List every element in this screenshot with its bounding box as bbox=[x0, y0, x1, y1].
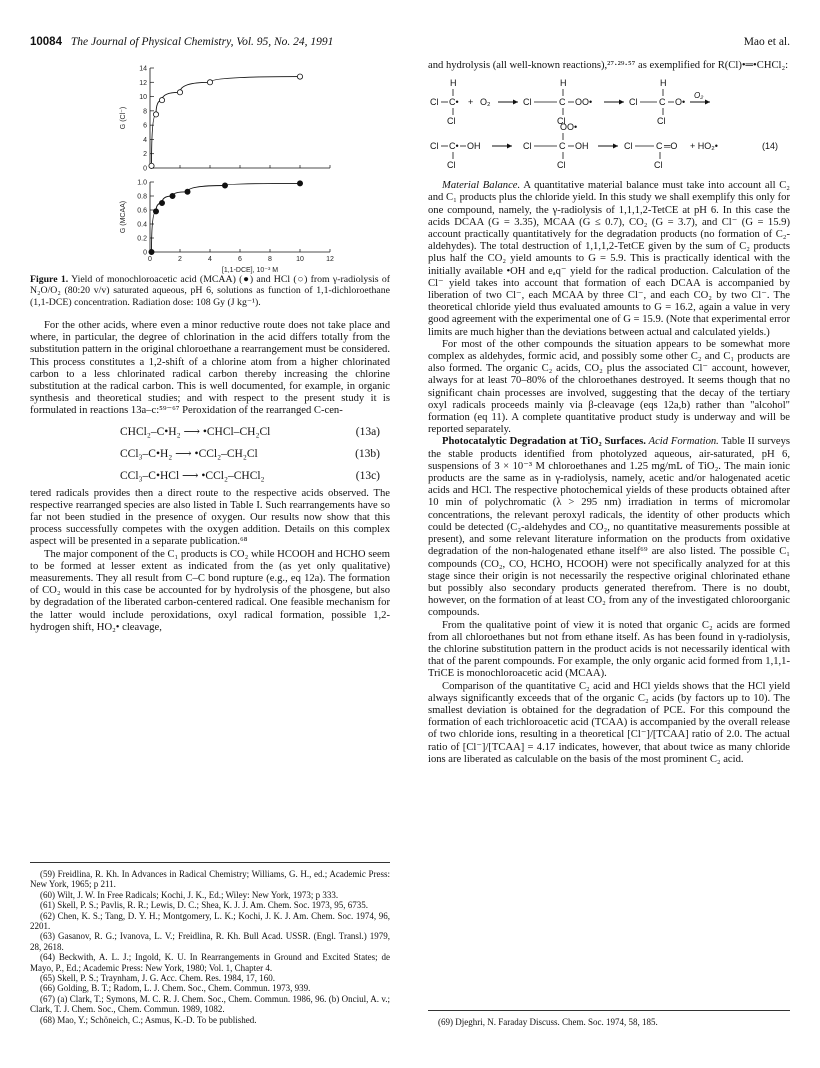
panel-cl-data-point bbox=[153, 112, 158, 117]
page-number: 10084 bbox=[30, 36, 62, 48]
photocatalytic-text: Table II surveys the stable products identified from photolyzed aqueous, air-saturated, pH 6, suspensions of 3 × 10⁻³ M chloroethanes and 1.25 mg/mL of TiO₂. The main ionic products are the same as in γ-radiolysis, namely, acetic and/or halogenated acetic acids and HCl. The respective photochemical yields of these products obtained after 10 min of polychromatic (λ > 295 nm) irradiation in terms of micromolar concentrations, the relevant peroxyl radicals, the identity of other products which could be detected (C₂-aldehydes and CO₂, no quantitative measurements possible at present), and some relevant literature information on the products from oxidative degradation of the non-halogenated ethane itself⁶⁹ are also listed. The possible C₁ compounds (CO₂, CO, HCHO, HCOOH) were not specifically analyzed for at this stage since their origin is not necessarily the respective original chlorinated ethane but possibly also secondary products generated therefrom. There is no doubt, however, on the formation of at least CO₂ from any of the investigated chloroorganic compounds. bbox=[428, 436, 790, 619]
panel-cl-y-tick-label: 0 bbox=[143, 165, 147, 173]
panel-cl-data-point bbox=[297, 74, 302, 79]
equation-13a-expr: CHCl₂–C•H₂ ⟶ •CHCl–CH₂Cl bbox=[120, 425, 271, 438]
scheme-cl-2: Cl bbox=[447, 116, 456, 127]
reference-item: (66) Golding, B. T.; Radom, L. J. Chem. Soc., Chem. Commun. 1973, 939. bbox=[40, 983, 311, 994]
scheme-o2: O₂ bbox=[480, 97, 491, 108]
scheme-carbonyl: ═O bbox=[664, 141, 678, 152]
panel-mcaa-y-tick-label: 0.6 bbox=[137, 207, 147, 215]
panel-mcaa-y-tick-label: 0.4 bbox=[137, 221, 147, 229]
equation-13b-expr: CCl₃–C•H₂ ⟶ •CCl₂–CH₂Cl bbox=[120, 447, 258, 460]
scheme-plus: + bbox=[468, 97, 474, 108]
reference-item: (60) Wilt, J. W. In Free Radicals; Kochi, J. K., Ed.; Wiley: New York, 1973; p 333. bbox=[40, 889, 339, 900]
panel-mcaa-data-point bbox=[185, 189, 190, 194]
scheme-cl-11: Cl bbox=[624, 141, 633, 152]
panel-cl-y-tick-label: 12 bbox=[139, 79, 147, 87]
panel-cl-y-tick-label: 2 bbox=[143, 151, 147, 159]
scheme-h-1: H bbox=[450, 78, 457, 89]
references-left bbox=[30, 862, 390, 1025]
scheme-h-2: H bbox=[560, 78, 567, 89]
equation-13a-number: (13a) bbox=[355, 425, 380, 438]
panel-cl-curve bbox=[152, 77, 301, 166]
acid-formation-subheading: Acid Formation. bbox=[645, 436, 719, 448]
reference-item: (62) Chen, K. S.; Tang, D. Y. H.; Montgomery, L. K.; Kochi, J. K. J. Am. Chem. Soc. 1974, 96, 2201. bbox=[30, 910, 390, 932]
scheme-cl-3: Cl bbox=[523, 97, 532, 108]
panel-mcaa-y-tick-label: 0.8 bbox=[137, 193, 147, 201]
panel-mcaa-y-tick-label: 0 bbox=[143, 249, 147, 257]
panel-cl-y-tick-label: 14 bbox=[139, 65, 147, 73]
reference-item: (65) Skell, P. S.; Traynham, J. G. Acc. Chem. Res. 1984, 17, 160. bbox=[40, 973, 276, 984]
scheme-ho2: + HO₂• bbox=[690, 141, 718, 152]
scheme-cl-4: Cl bbox=[557, 116, 566, 127]
left-column bbox=[30, 60, 390, 634]
panel-mcaa-data-point bbox=[153, 209, 158, 214]
equation-14-number: (14) bbox=[762, 141, 779, 152]
scheme-c-4: C• bbox=[449, 141, 459, 152]
scheme-c-6: C bbox=[656, 141, 663, 152]
scheme-c-3: C bbox=[659, 97, 666, 108]
scheme-c-1: C• bbox=[449, 97, 459, 108]
material-balance-paragraph bbox=[428, 180, 790, 339]
scheme-cl-10: Cl bbox=[557, 160, 566, 171]
scheme-oo-1: OO• bbox=[575, 97, 593, 108]
equation-13a bbox=[30, 422, 390, 444]
scheme-oh-1: OH bbox=[467, 141, 481, 152]
right-paragraph-4: From the qualitative point of view it is noted that organic C₂ acids are formed from all chloroethanes but not from ethane itself. As has been found in γ-radiolysis, the chlorine substitution pattern in the product acids is not necessarily identical with that of the parent compounds. For example, the only organic acid formed from 1,1,1-TriCE is monochloroacetic acid (MCAA). bbox=[428, 619, 790, 680]
right-column bbox=[428, 60, 790, 766]
scheme-o-radical: O• bbox=[675, 97, 686, 108]
scheme-cl-1: Cl bbox=[430, 97, 439, 108]
reference-item: (67) (a) Clark, T.; Symons, M. C. R. J. Chem. Soc., Chem. Commun. 1986, 96. (b) Onciul, A. v.; Clark, T. J. Chem. Soc., Chem. Commun. 1989, 1082. bbox=[30, 993, 390, 1015]
panel-cl-y-label: G (Cl⁻) bbox=[120, 106, 127, 130]
scheme-oo-2: OO• bbox=[560, 122, 578, 133]
panel-cl-data-point bbox=[149, 163, 154, 168]
references-right bbox=[428, 1010, 790, 1027]
panel-cl-y-tick-label: 4 bbox=[143, 136, 147, 144]
left-paragraph-3: The major component of the C₁ products is CO₂ while HCOOH and HCHO seem to be formed at lesser extent as indicated from the (as yet only qualitative) measurements. They all result from C–C bond rupture (e.g., eq 12a). The formation of CO₂ would in this case be accounted for by hydrolysis of the phosgene, but also by degradation of the liberated carbon-centered radical. One feasible mechanism for the latter would include peroxidations, oxyl radical formation, possible 1,2-hydrogen shift, HO₂• cleavage, bbox=[30, 548, 390, 633]
right-intro: and hydrolysis (all well-known reactions),²⁷·²⁹·⁵⁷ as exemplified for R(Cl)•═•CHCl₂: bbox=[428, 60, 789, 71]
scheme-cl-8: Cl bbox=[447, 160, 456, 171]
equation-13c-expr: CCl₃–C•HCl ⟶ •CCl₂–CHCl₂ bbox=[120, 469, 265, 482]
panel-cl-y-tick-label: 8 bbox=[143, 108, 147, 116]
right-paragraph-5: Comparison of the quantitative C₂ acid and HCl yields shows that the HCl yield always significantly exceeds that of the organic C₂ acids (by factors up to 10). The smallest deviation is obtained for the degradation of PCE. For this compound the formation of each trichloroacetic acid (TCAA) is accompanied by the overall release of two chloride ions, resulting in a theoretical [Cl⁻]/[TCAA] ratio of 2.0. The actual ratio of [Cl⁻]/[TCAA] = 4.17 indicates, however, that about twice as many chloride ions are liberated as calculable on the basis of the most prominent C₂ acid. bbox=[428, 680, 790, 765]
panel-mcaa-y-tick-label: 1.0 bbox=[137, 179, 147, 187]
journal-title: The Journal of Physical Chemistry, Vol. 95, No. 24, 1991 bbox=[70, 36, 334, 48]
panel-cl-data-point bbox=[159, 98, 164, 103]
left-paragraph-1: For the other acids, where even a minor reductive route does not take place and where, in particular, the degree of chlorination in the acid differs totally from the substitution pattern in the original chloroethane a rearrangement must be considered. This process constitutes a 1,2-shift of a chlorine atom from a higher chlorinated carbon to a less chlorinated radical carbon thereby increasing the chlorine substitution at the radical carbon. This is well documented, for example, in organic synthesis and theoretical studies; and with respect to the present study it is formulated in reactions 13a–c:⁵⁹⁻⁶⁷ Peroxidation of the rearranged C-cen- bbox=[30, 319, 390, 417]
figure-label: Figure 1. bbox=[30, 274, 69, 285]
material-balance-text: A quantitative material balance must take into account all C₂ and C₁ products plus the chloride yield. In this study we shall exemplify this only for one compound, namely, the γ-radiolysis of 1,1,1,2-TetCE at pH 6. In this case the acids DCAA (G = 3.35), MCAA (G ≤ 0.7), CO₂ (G = 3.7), and Cl⁻ (G = 15.9) account practically quantitatively for the degradation products (no formation of C₂-aldehydes). The total destruction of 1,1,1,2-TetCE given by the sum of C₂ products plus half the CO₂ yield amounts to G = 5.9. This is practically identical with the initially available •OH and eₐq⁻ yield for the radical production. Calculation of the Cl⁻ yield takes into account that formation of each DCAA is accompanied by liberation of two Cl⁻, each MCAA by three Cl⁻, and each CO₂ by two Cl⁻. The theoretical chloride yield thus evaluated amounts to G = 16.2, again a value in very good agreement with the experimental one of G = 15.9. (Note that experimental error limits are much higher than the deviations between actual and calculated yields.) bbox=[428, 180, 790, 338]
panel-mcaa-data-point bbox=[297, 181, 302, 186]
panel-cl-y-tick-label: 6 bbox=[143, 122, 147, 130]
running-authors: Mao et al. bbox=[743, 36, 790, 48]
scheme-cl-9: Cl bbox=[523, 141, 532, 152]
right-paragraph-2: For most of the other compounds the situation appears to be somewhat more complex as aldehydes, formic acid, and possibly some other C₂ and C₁ products are also formed. The organic C₂ acids, CO₂ plus the associated Cl⁻ account, however, always for at least 70–80% of the chloroethanes destroyed. It seems though that no significant chain processes are involved, suggesting that the decay of the tertiary oxyl radicals proceeds mainly via β-cleavage (eqs 12a,b) rather than "alcohol" formation (eq 11). A complete quantitative product study is underway and will be reported separately. bbox=[428, 338, 790, 436]
left-paragraph-2: tered radicals provides then a direct route to the respective acids observed. The respective rearranged species are also listed in Table I. Such rearrangements have so far not been studied in the presence of oxygen. Our results now show that this process successfully competes with the oxygen addition. Details on this complex aspect will be presented in a separate publication.⁶⁸ bbox=[30, 487, 390, 548]
panel-cl-data-point bbox=[177, 90, 182, 95]
reference-item: (64) Beckwith, A. L. J.; Ingold, K. U. In Rearrangements in Ground and Excited States; de Mayo, P., Ed.; Academic Press: New York, 1980; Vol. 1, Chapter 4. bbox=[30, 952, 390, 973]
panel-mcaa-x-tick-label: 10 bbox=[296, 256, 304, 263]
scheme-cl-12: Cl bbox=[654, 160, 663, 171]
scheme-cl-6: Cl bbox=[657, 116, 666, 127]
reference-item: (63) Gasanov, R. G.; Ivanova, L. V.; Freidlina, R. Kh. Bull Acad. USSR. (Engl. Transl.) 1979, 28, 2618. bbox=[30, 931, 390, 952]
scheme-o2-over-arrow: O₂ bbox=[694, 91, 704, 101]
figure-1-plots bbox=[30, 60, 390, 274]
figure-caption-text: Yield of monochloroacetic acid (MCAA) (●) and HCl (○) from γ-radiolysis of N₂O/O₂ (80:20 v/v) saturated aqueous, pH 6, solutions as function of 1,1-dichloroethane (1,1-DCE) concentration. Radiation dose: 108 Gy (J kg⁻¹). bbox=[30, 274, 391, 308]
panel-mcaa-x-tick-label: 0 bbox=[148, 256, 152, 263]
equation-13c-number: (13c) bbox=[355, 469, 380, 482]
photocatalytic-paragraph bbox=[428, 436, 790, 619]
equation-13b bbox=[30, 444, 390, 466]
panel-mcaa-data-point bbox=[159, 200, 164, 205]
running-header bbox=[30, 36, 790, 52]
panel-cl-data-point bbox=[207, 80, 212, 85]
panel-mcaa-x-label: [1,1-DCE], 10⁻³ M bbox=[221, 267, 279, 274]
panel-mcaa-data-point bbox=[149, 249, 154, 254]
scheme-c-5: C bbox=[559, 141, 566, 152]
panel-mcaa-data-point bbox=[222, 183, 227, 188]
material-balance-heading: Material Balance. bbox=[442, 180, 521, 192]
scheme-cl-5: Cl bbox=[629, 97, 638, 108]
figure-caption bbox=[30, 274, 390, 308]
panel-cl-y-tick-label: 10 bbox=[139, 94, 147, 102]
panel-mcaa-x-tick-label: 6 bbox=[238, 256, 242, 263]
panel-mcaa-data-point bbox=[170, 193, 175, 198]
panel-mcaa-y-label: G (MCAA) bbox=[120, 200, 127, 234]
panel-mcaa-x-tick-label: 2 bbox=[178, 256, 182, 263]
reference-69: (69) Djeghri, N. Faraday Discuss. Chem. Soc. 1974, 58, 185. bbox=[438, 1017, 658, 1027]
photocatalytic-heading: Photocatalytic Degradation at TiO₂ Surfaces. bbox=[442, 436, 646, 448]
reference-item: (68) Mao, Y.; Schöneich, C.; Asmus, K.-D. To be published. bbox=[40, 1014, 257, 1025]
panel-mcaa-x-tick-label: 4 bbox=[208, 256, 212, 263]
scheme-oh-2: OH bbox=[575, 141, 589, 152]
equation-13b-number: (13b) bbox=[355, 447, 380, 460]
scheme-c-2: C bbox=[559, 97, 566, 108]
equation-13c bbox=[30, 466, 390, 488]
scheme-h-3: H bbox=[660, 78, 667, 89]
scheme-cl-7: Cl bbox=[430, 141, 439, 152]
reaction-scheme-14 bbox=[428, 74, 790, 174]
panel-mcaa-y-tick-label: 0.2 bbox=[137, 235, 147, 243]
panel-mcaa-x-tick-label: 12 bbox=[326, 256, 334, 263]
reference-item: (61) Skell, P. S.; Pavlis, R. R.; Lewis, D. C.; Shea, K. J. J. Am. Chem. Soc. 1973, 95, 6735. bbox=[40, 900, 369, 911]
reference-item: (59) Freidlina, R. Kh. In Advances in Radical Chemistry; Williams, G. H., ed.; Academic Press: New York, 1965; p 211. bbox=[30, 869, 390, 890]
panel-mcaa-x-tick-label: 8 bbox=[268, 256, 272, 263]
